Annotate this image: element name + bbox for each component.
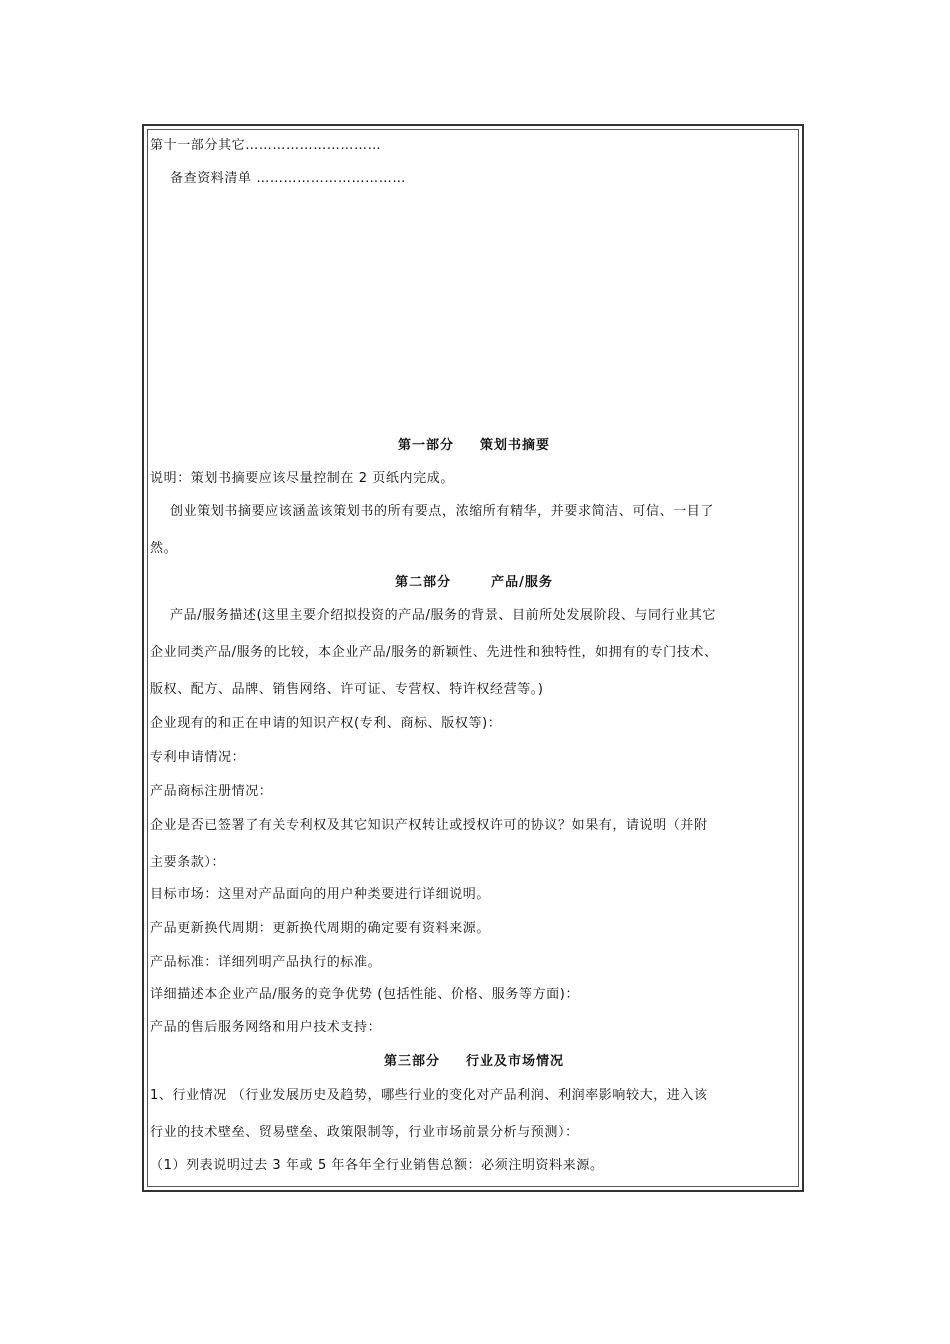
part2-description-line-2: 企业同类产品/服务的比较，本企业产品/服务的新颖性、先进性和独特性，如拥有的专门技术、 — [150, 645, 718, 660]
part2-description-line-1: 产品/服务描述(这里主要介绍拟投资的产品/服务的背景、目前所处发展阶段、与同行业其它 — [170, 608, 717, 623]
part2-heading-title: 产品/服务 — [491, 575, 553, 590]
part2-trademark-status: 产品商标注册情况： — [150, 784, 273, 799]
part2-intellectual-property: 企业现有的和正在申请的知识产权(专利、商标、版权等)： — [150, 716, 502, 731]
part2-patent-status: 专利申请情况： — [150, 750, 246, 765]
part3-heading — [150, 1054, 798, 1070]
part1-heading-title: 策划书摘要 — [480, 438, 551, 453]
part2-agreement-line-1: 企业是否已签署了有关专利权及其它知识产权转让或授权许可的协议？如果有，请说明（并附 — [150, 818, 708, 833]
part3-industry-line-2: 行业的技术壁垒、贸易壁垒、政策限制等，行业市场前景分析与预测）： — [150, 1125, 579, 1140]
part2-product-standard: 产品标准：详细列明产品执行的标准。 — [150, 955, 382, 970]
part1-note: 说明：策划书摘要应该尽量控制在 2 页纸内完成。 — [150, 471, 454, 486]
part1-heading-number: 第一部分 — [397, 438, 454, 453]
part2-competitive-advantage: 详细描述本企业产品/服务的竞争优势 (包括性能、价格、服务等方面)： — [150, 987, 580, 1002]
part2-agreement-line-2: 主要条款）： — [150, 855, 226, 870]
part3-industry-line-1: 1、行业情况 （行业发展历史及趋势，哪些行业的变化对产品利润、利润率影响较大，进入该 — [150, 1088, 708, 1103]
part2-update-cycle: 产品更新换代周期：更新换代周期的确定要有资料来源。 — [150, 921, 491, 936]
part3-sales-item: （1）列表说明过去 3 年或 5 年各年全行业销售总额：必须注明资料来源。 — [150, 1158, 604, 1173]
part1-heading — [150, 438, 798, 454]
part2-after-sales: 产品的售后服务网络和用户技术支持： — [150, 1020, 382, 1035]
part2-heading — [150, 575, 798, 591]
part1-paragraph-line-1: 创业策划书摘要应该涵盖该策划书的所有要点，浓缩所有精华，并要求简洁、可信、一目了 — [170, 504, 715, 519]
toc-checklist: 备查资料清单 …………………………… — [170, 171, 406, 186]
part3-heading-number: 第三部分 — [383, 1054, 440, 1069]
toc-part11: 第十一部分其它………………………… — [150, 138, 382, 153]
part2-description-line-3: 版权、配方、品牌、销售网络、许可证、专营权、特许权经营等。) — [150, 682, 544, 697]
part3-heading-title: 行业及市场情况 — [466, 1054, 565, 1069]
part2-heading-number: 第二部分 — [395, 575, 452, 590]
part1-paragraph-line-2: 然。 — [150, 541, 178, 556]
part2-target-market: 目标市场：这里对产品面向的用户种类要进行详细说明。 — [150, 887, 491, 902]
